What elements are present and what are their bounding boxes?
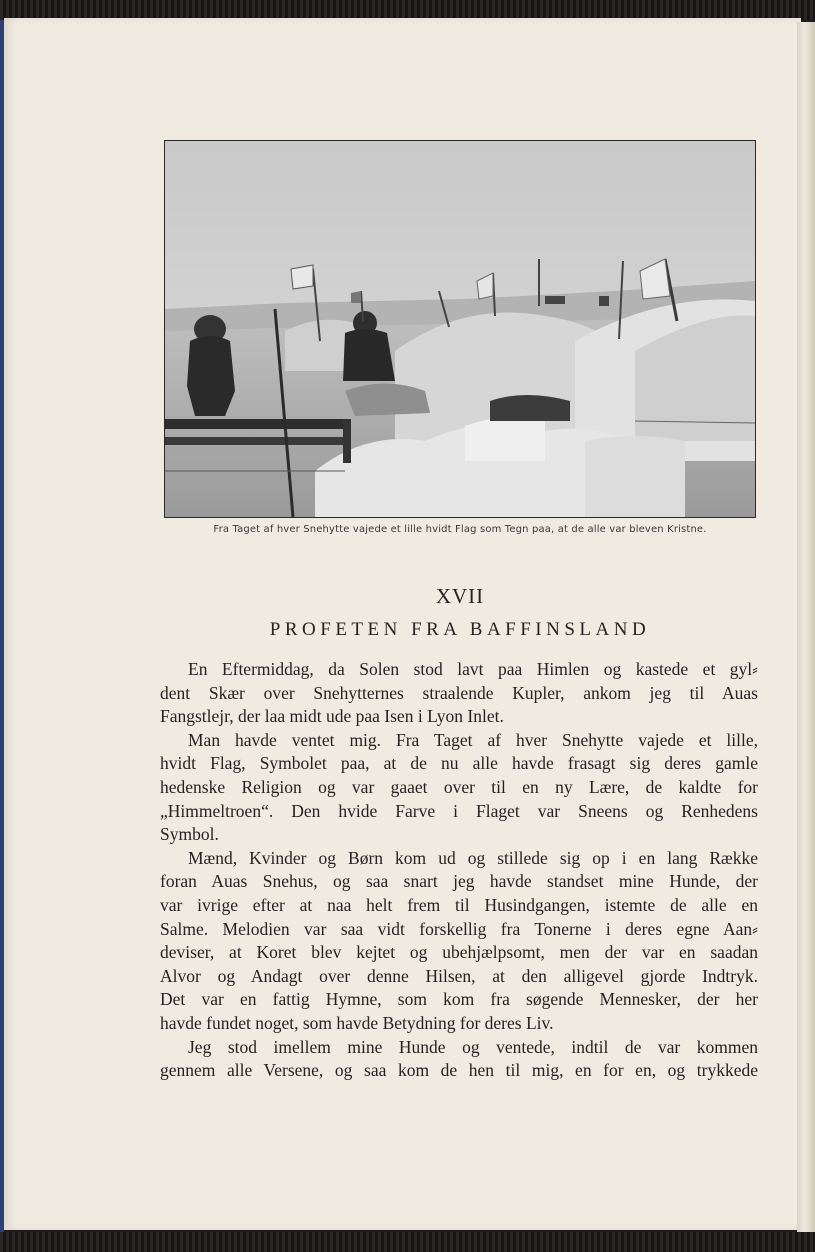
chapter-number: XVII	[435, 584, 485, 608]
text-line: Salme. Melodien var saa vidt forskellig fra Tonerne i deres egne Aan⸗	[160, 918, 758, 939]
text-line: „Himmeltroen“. Den hvide Farve i Flaget var Sneens og Renhedens	[160, 800, 758, 821]
photograph-igloo-camp	[165, 141, 755, 517]
book-top-edge	[0, 0, 815, 20]
figure-caption: Fra Taget af hver Snehytte vajede et lille hvidt Flag som Tegn paa, at de alle var bleven Kristne.	[213, 524, 707, 535]
text-line: Mænd, Kvinder og Børn kom ud og stillede sig op i en lang Række	[188, 847, 758, 868]
text-line: dent Skær over Snehytternes straalende Kupler, ankom jeg til Auas	[160, 682, 758, 703]
text-line: deviser, at Koret blev kejtet og ubehjælpsomt, men der var en saadan	[160, 942, 758, 963]
book-bottom-edge	[0, 1232, 815, 1252]
body-text	[160, 658, 758, 1083]
text-line: Man havde ventet mig. Fra Taget af hver Snehytte vajede et lille,	[188, 729, 758, 750]
text-line: var ivrige efter at naa helt frem til Husindgangen, istemte de alle en	[160, 894, 758, 915]
text-line: En Eftermiddag, da Solen stod lavt paa Himlen og kastede et gyl⸗	[188, 659, 758, 679]
text-line: hedenske Religion og var gaaet over til en ny Lære, de kaldte for	[160, 776, 758, 797]
text-line: Fangstlejr, der laa midt ude paa Isen i Lyon Inlet.	[160, 706, 504, 727]
text-line: gennem alle Versene, og saa kom de hen til mig, en for en, og trykkede	[160, 1060, 758, 1081]
text-line: hvidt Flag, Symbolet paa, at de nu alle havde frasagt sig deres gamle	[160, 753, 758, 774]
chapter-title: PROFETEN FRA BAFFINSLAND	[269, 619, 651, 640]
text-line: havde fundet noget, som havde Betydning for deres Liv.	[160, 1012, 554, 1033]
text-line: Symbol.	[160, 824, 219, 845]
text-line: Det var en fattig Hymne, som kom fra søgende Mennesker, der her	[160, 989, 758, 1010]
text-line: Jeg stod imellem mine Hunde og ventede, indtil de var kommen	[188, 1036, 758, 1057]
text-line: Alvor og Andagt over denne Hilsen, at den alligevel gjorde Indtryk.	[160, 965, 758, 986]
photograph	[164, 140, 756, 518]
text-line: foran Auas Snehus, og saa snart jeg havde standset mine Hunde, der	[160, 871, 758, 892]
page-stack-edge	[797, 22, 815, 1232]
